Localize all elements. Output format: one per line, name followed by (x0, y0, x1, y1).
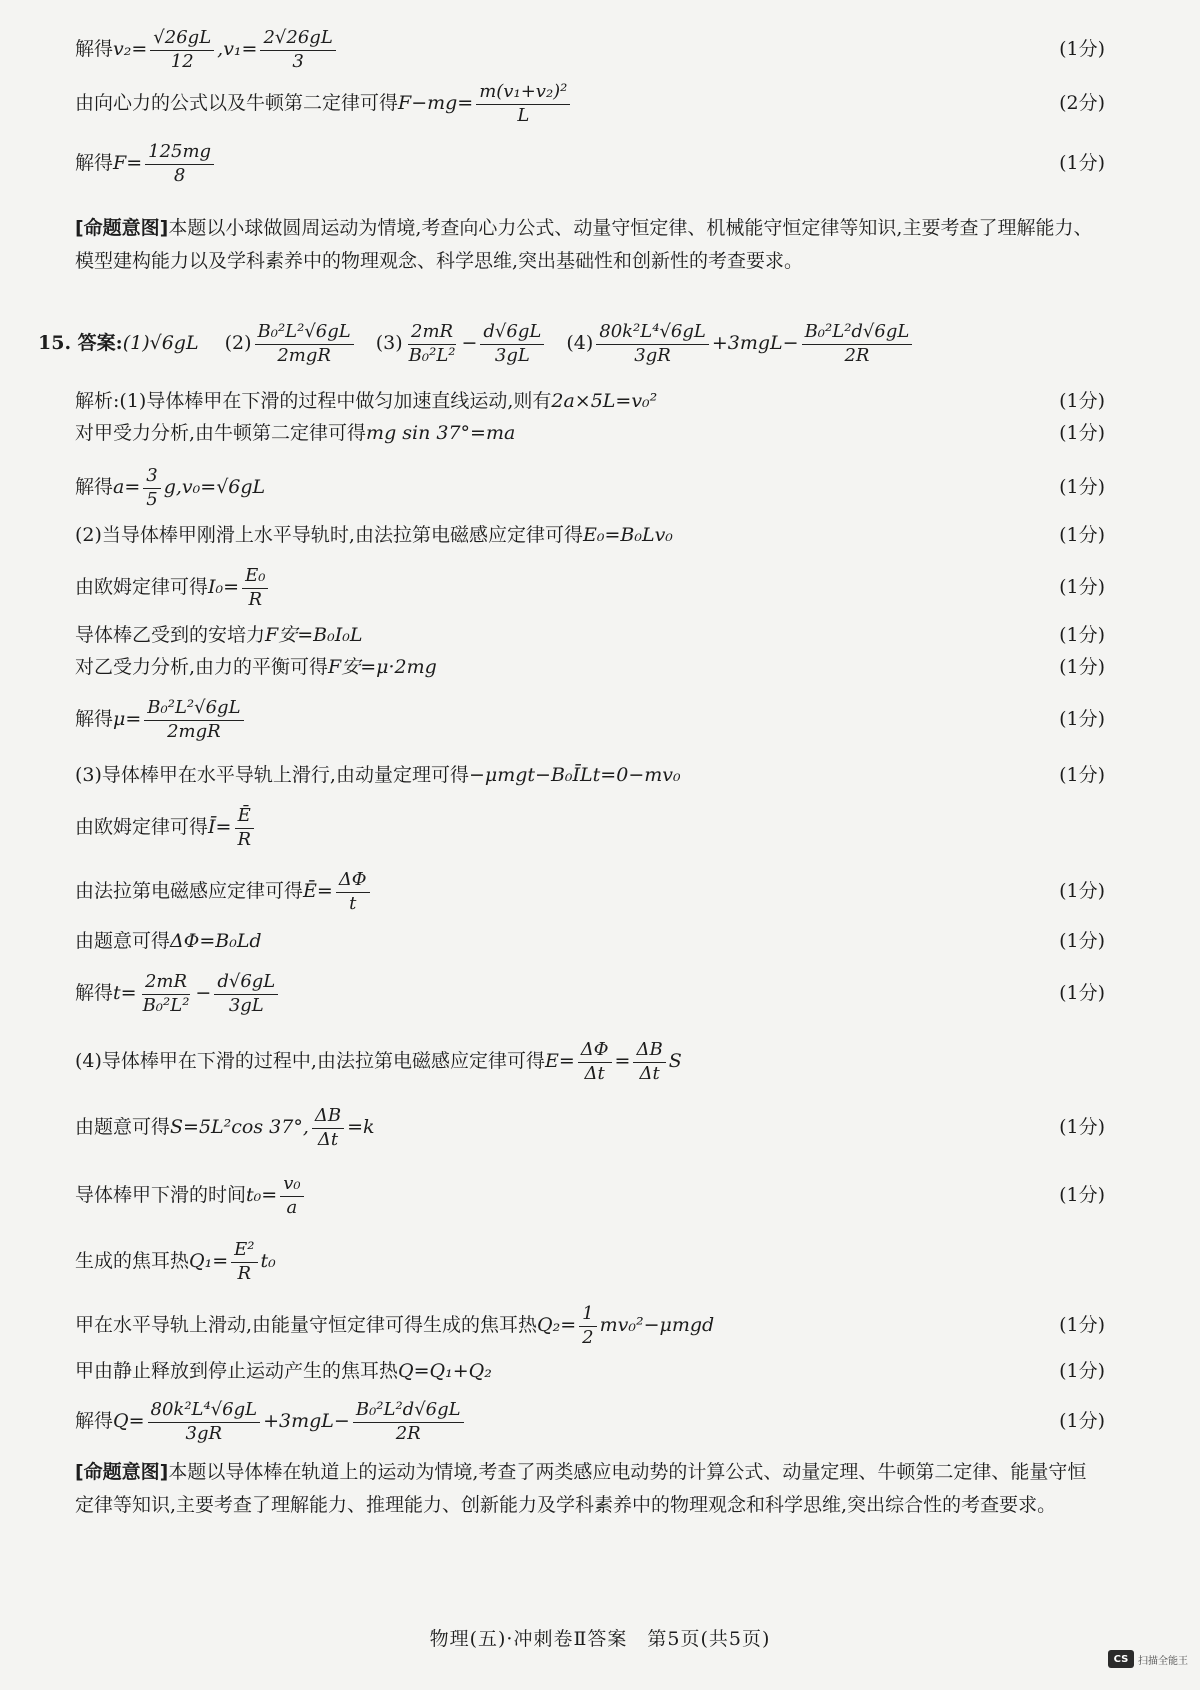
formula: 2a×5L=v₀² (551, 390, 658, 412)
line-text: 甲在水平导轨上滑动,由能量守恒定律可得生成的焦耳热 (75, 1314, 538, 1337)
formula: Ī= (208, 816, 232, 839)
fraction: $\frac{Ē}{R}$ (234, 806, 254, 850)
fraction: $\frac{\text{B₀²L²√6gL}}{\text{2mgR}}$ (255, 322, 354, 366)
fraction: $\frac{\text{80k²L⁴√6gL}}{3gR}$ (148, 1400, 261, 1444)
formula: Q₁= (189, 1250, 229, 1273)
solution-line (75, 390, 1105, 414)
score-label: (1分) (1059, 656, 1105, 678)
solution-line (75, 698, 1105, 742)
score-label: (1分) (1059, 880, 1105, 903)
line-text: 解得 (75, 152, 114, 175)
solution-line (75, 28, 1105, 72)
score-label: (1分) (1059, 38, 1105, 61)
fraction: $\frac{\text{m(v₁+v₂)²}}{L}$ (476, 82, 570, 126)
line-text: (3)导体棒甲在水平导轨上滑行,由动量定理可得 (75, 764, 469, 786)
formula: S=5L²cos 37°, (170, 1116, 309, 1139)
formula: I₀= (208, 576, 240, 599)
formula: v₂= (113, 38, 148, 61)
solution-line (75, 422, 1105, 446)
line-text: 导体棒甲下滑的时间 (75, 1184, 247, 1207)
solution-line (75, 870, 1105, 914)
line-text: 由欧姆定律可得 (75, 576, 209, 599)
intent-tag: [命题意图] (75, 1461, 169, 1483)
solution-line (75, 1400, 1105, 1444)
line-text: (4)导体棒甲在下滑的过程中,由法拉第电磁感应定律可得 (75, 1050, 545, 1073)
formula: E= (544, 1050, 575, 1073)
fraction: $\frac{2mR}{\text{B₀²L²}}$ (408, 321, 456, 366)
fraction: $\frac{d√6gL}{3gL}$ (480, 322, 544, 366)
fraction: $\frac{\Delta\Phi}{\Delta t}$ (578, 1040, 612, 1084)
solution-line (75, 806, 1105, 850)
score-label: (1分) (1059, 476, 1105, 499)
score-label: (1分) (1059, 390, 1105, 412)
watermark-text: 扫描全能王 (1138, 1655, 1188, 1667)
formula: μ= (113, 708, 142, 731)
score-label: (1分) (1059, 1410, 1105, 1433)
fraction: $\frac{2√26gL}{3}$ (260, 28, 335, 72)
answer-1: (1)√6gL (122, 332, 199, 355)
formula: Q₂= (537, 1314, 577, 1337)
formula: −μmgt−B₀ĪLt=0−mv₀ (468, 764, 681, 786)
answer-line-15 (38, 322, 1105, 366)
score-label: (1分) (1059, 708, 1105, 731)
formula: =k (347, 1116, 375, 1139)
formula: +3mgL− (263, 1410, 350, 1433)
score-label: (1分) (1059, 422, 1105, 444)
answer-2-label: (2) (224, 332, 252, 355)
scanner-watermark (1108, 1650, 1188, 1668)
solution-line (75, 656, 1105, 680)
intent-text: 本题以小球做圆周运动为情境,考查向心力公式、动量守恒定律、机械能守恒定律等知识,主要考查了理解能力、模型建构能力以及学科素养中的物理观念、科学思维,突出基础性和创新性的考查要求。 (75, 217, 1093, 272)
solution-line (75, 930, 1105, 954)
line-text: 甲由静止释放到停止运动产生的焦耳热 (75, 1360, 399, 1382)
formula: Q=Q₁+Q₂ (398, 1360, 492, 1382)
fraction: $\frac{\Delta\Phi}{t}$ (336, 870, 370, 914)
score-label: (1分) (1059, 524, 1105, 546)
formula: a= (113, 476, 141, 499)
line-text: (2)当导体棒甲刚滑上水平导轨时,由法拉第电磁感应定律可得 (75, 524, 583, 546)
score-label: (1分) (1059, 1116, 1105, 1139)
question-label: 15. 答案: (38, 332, 123, 355)
formula: − (461, 332, 478, 355)
line-text: 解得 (75, 38, 114, 61)
line-text: 解得 (75, 1410, 114, 1433)
intent-paragraph-14 (75, 212, 1105, 277)
solution-line (75, 466, 1105, 510)
score-label: (1分) (1059, 930, 1105, 952)
score-label: (1分) (1059, 764, 1105, 786)
fraction: $\frac{\Delta B}{\Delta t}$ (312, 1106, 344, 1150)
fraction: $\frac{\text{B₀²L²√6gL}}{\text{2mgR}}$ (144, 698, 243, 742)
formula: S (668, 1050, 682, 1073)
formula: t₀ (260, 1250, 276, 1273)
line-text: 由欧姆定律可得 (75, 816, 209, 839)
score-label: (1分) (1059, 1360, 1105, 1382)
answer-4-label: (4) (566, 332, 594, 355)
solution-line (75, 624, 1105, 648)
score-label: (1分) (1059, 1314, 1105, 1337)
solution-line (75, 1174, 1105, 1218)
solution-line (75, 1040, 1105, 1084)
scanner-logo-icon: CS (1108, 1650, 1134, 1668)
line-text: 由题意可得 (75, 1116, 171, 1139)
fraction: $\frac{\Delta B}{\Delta t}$ (633, 1040, 665, 1084)
fraction: $\frac{\text{E₀}}{R}$ (242, 566, 268, 610)
score-label: (1分) (1059, 152, 1105, 175)
formula: +3mgL− (711, 332, 799, 355)
formula: = (614, 1050, 631, 1073)
line-text: 解析:(1)导体棒甲在下滑的过程中做匀加速直线运动,则有 (75, 390, 552, 412)
solution-line (75, 972, 1105, 1016)
formula: E₀=B₀Lv₀ (582, 524, 673, 546)
fraction: $\frac{\text{B₀²L²d√6gL}}{2R}$ (802, 322, 913, 366)
score-label: (2分) (1059, 92, 1105, 115)
fraction: $\frac{\text{B₀²L²d√6gL}}{2R}$ (353, 1400, 464, 1444)
formula: Q= (113, 1410, 145, 1433)
fraction: $\frac{√26gL}{12}$ (150, 28, 214, 72)
score-label: (1分) (1059, 982, 1105, 1005)
line-text: 对乙受力分析,由力的平衡可得 (75, 656, 329, 678)
formula: Ē= (303, 880, 333, 903)
fraction: $\frac{\text{v₀}}{a}$ (280, 1174, 303, 1218)
score-label: (1分) (1059, 624, 1105, 646)
solution-line (75, 764, 1105, 788)
fraction: $\frac{125mg}{8}$ (145, 142, 214, 186)
fraction: $\frac{\text{E²}}{R}$ (231, 1240, 257, 1284)
formula: g,v₀=√6gL (163, 476, 266, 499)
intent-paragraph-15 (75, 1456, 1105, 1521)
formula: F= (113, 152, 143, 175)
formula: mg sin 37°=ma (366, 422, 516, 444)
score-label: (1分) (1059, 576, 1105, 599)
solution-line (75, 142, 1105, 186)
solution-line (75, 524, 1105, 548)
intent-tag: [命题意图] (75, 217, 169, 239)
solution-line (75, 1360, 1105, 1384)
line-text: 由题意可得 (75, 930, 171, 952)
fraction: $\frac{3}{5}$ (143, 466, 160, 510)
line-text: 解得 (75, 982, 114, 1005)
line-text: 由向心力的公式以及牛顿第二定律可得 (75, 92, 399, 115)
line-text: 解得 (75, 476, 114, 499)
line-text: 生成的焦耳热 (75, 1250, 190, 1273)
fraction: $\frac{\text{80k²L⁴√6gL}}{3gR}$ (596, 322, 709, 366)
formula: ΔΦ=B₀Ld (170, 930, 262, 952)
fraction: $\frac{d√6gL}{3gL}$ (214, 972, 278, 1016)
fraction: $\frac{2mR}{\text{B₀²L²}}$ (142, 971, 190, 1016)
fraction: $\frac{1}{2}$ (579, 1304, 596, 1348)
line-text: 导体棒乙受到的安培力 (75, 624, 266, 646)
score-label: (1分) (1059, 1184, 1105, 1207)
line-text: 对甲受力分析,由牛顿第二定律可得 (75, 422, 367, 444)
intent-text: 本题以导体棒在轨道上的运动为情境,考查了两类感应电动势的计算公式、动量定理、牛顿第二定律、能量守恒定律等知识,主要考查了理解能力、推理能力、创新能力及学科素养中的物理观念和科学思维,突出综合性的考查要求。 (75, 1461, 1087, 1516)
formula: F安=μ·2mg (328, 656, 437, 678)
formula: F安=B₀I₀L (265, 624, 363, 646)
formula: F−mg= (398, 92, 474, 115)
line-text: 由法拉第电磁感应定律可得 (75, 880, 304, 903)
formula: t₀= (246, 1184, 278, 1207)
solution-line (75, 1240, 1105, 1284)
line-text: 解得 (75, 708, 114, 731)
formula: − (195, 982, 212, 1005)
formula: ,v₁= (217, 38, 258, 61)
solution-line (75, 1106, 1105, 1150)
solution-line (75, 566, 1105, 610)
formula: mv₀²−μmgd (599, 1314, 715, 1337)
solution-line (75, 1304, 1105, 1348)
solution-line (75, 82, 1105, 126)
page-footer: 物理(五)·冲刺卷Ⅱ答案 第5页(共5页) (429, 1628, 771, 1650)
formula: t= (113, 982, 137, 1005)
answer-3-label: (3) (375, 332, 403, 355)
